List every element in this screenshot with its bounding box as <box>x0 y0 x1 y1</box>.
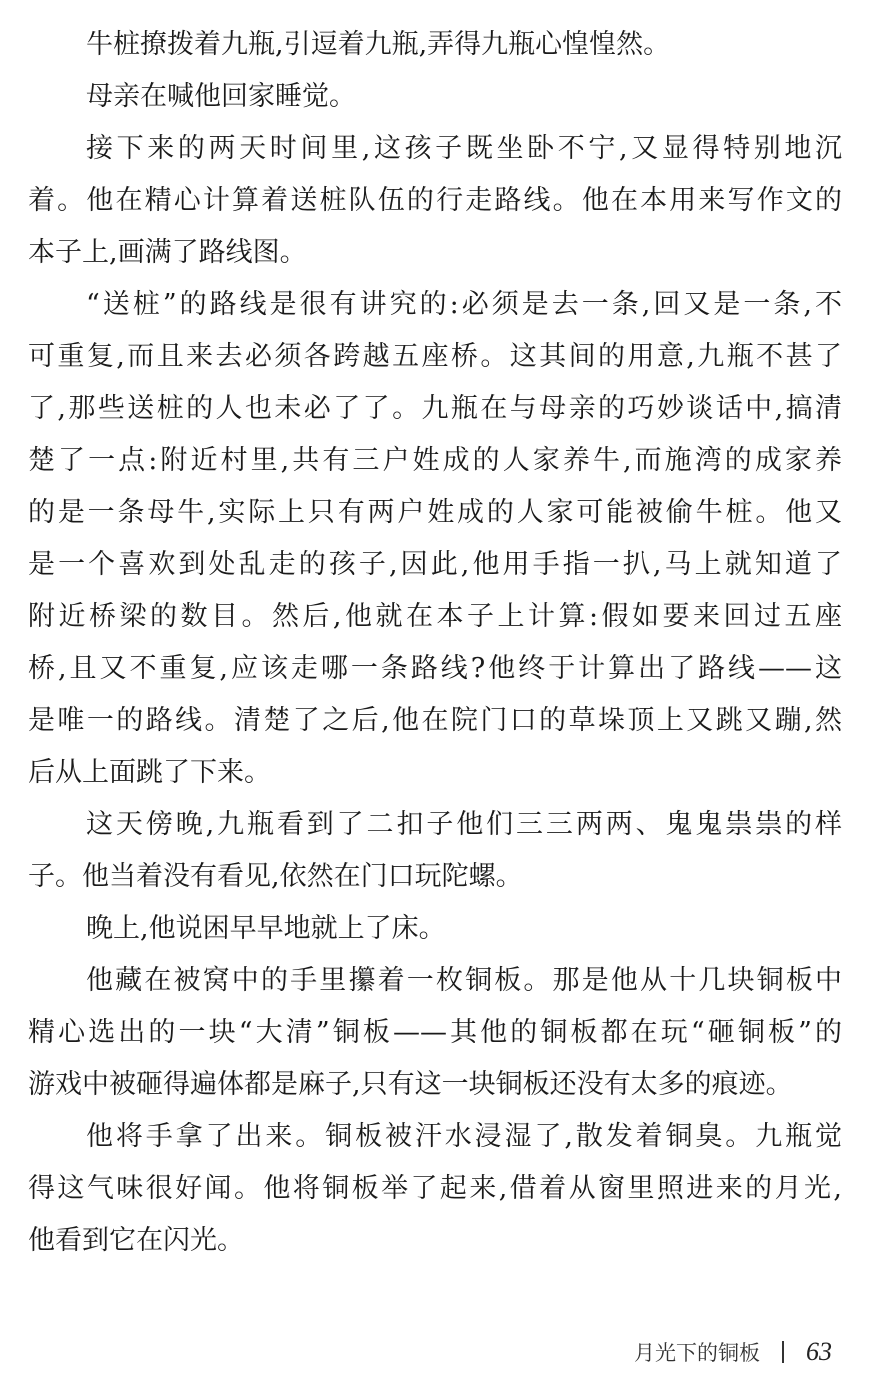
text-line: 游戏中被砸得遍体都是麻子,只有这一块铜板还没有太多的痕迹。 <box>28 1069 793 1100</box>
paragraph <box>28 123 842 279</box>
text-line: 本子上,画满了路线图。 <box>28 237 307 268</box>
text-line: “送桩”的路线是很有讲究的:必须是去一条,回又是一条,不 <box>86 289 842 320</box>
text-line: 的是一条母牛,实际上只有两户姓成的人家可能被偷牛桩。他又 <box>28 497 842 528</box>
text-line: 楚了一点:附近村里,共有三户姓成的人家养牛,而施湾的成家养 <box>28 445 842 476</box>
page-footer <box>634 1334 832 1370</box>
text-line: 桥,且又不重复,应该走哪一条路线?他终于计算出了路线——这 <box>28 653 842 684</box>
text-line: 着。他在精心计算着送桩队伍的行走路线。他在本用来写作文的 <box>28 185 842 216</box>
paragraph <box>28 799 842 903</box>
text-line: 他藏在被窝中的手里攥着一枚铜板。那是他从十几块铜板中 <box>86 965 842 996</box>
paragraph <box>28 71 842 123</box>
text-line: 晚上,他说困早早地就上了床。 <box>86 913 446 944</box>
body-text <box>28 19 842 1267</box>
text-line: 接下来的两天时间里,这孩子既坐卧不宁,又显得特别地沉 <box>86 133 842 164</box>
paragraph <box>28 19 842 71</box>
text-line: 后从上面跳了下来。 <box>28 757 271 788</box>
footer-divider <box>782 1341 784 1363</box>
text-line: 是唯一的路线。清楚了之后,他在院门口的草垛顶上又跳又蹦,然 <box>28 705 842 736</box>
text-line: 他将手拿了出来。铜板被汗水浸湿了,散发着铜臭。九瓶觉 <box>86 1121 842 1152</box>
text-line: 了,那些送桩的人也未必了了。九瓶在与母亲的巧妙谈话中,搞清 <box>28 393 842 424</box>
paragraph <box>28 903 842 955</box>
paragraph <box>28 955 842 1111</box>
paragraph <box>28 1111 842 1267</box>
running-title: 月光下的铜板 <box>634 1341 760 1365</box>
text-line: 精心选出的一块“大清”铜板——其他的铜板都在玩“砸铜板”的 <box>28 1017 842 1048</box>
text-line: 子。他当着没有看见,依然在门口玩陀螺。 <box>28 861 523 892</box>
text-line: 可重复,而且来去必须各跨越五座桥。这其间的用意,九瓶不甚了 <box>28 341 842 372</box>
text-line: 是一个喜欢到处乱走的孩子,因此,他用手指一扒,马上就知道了 <box>28 549 842 580</box>
text-line: 得这气味很好闻。他将铜板举了起来,借着从窗里照进来的月光, <box>28 1173 842 1204</box>
page-number: 63 <box>806 1337 832 1366</box>
text-line: 他看到它在闪光。 <box>28 1225 244 1256</box>
text-line: 母亲在喊他回家睡觉。 <box>86 81 356 112</box>
text-line: 附近桥梁的数目。然后,他就在本子上计算:假如要来回过五座 <box>28 601 842 632</box>
text-line: 这天傍晚,九瓶看到了二扣子他们三三两两、鬼鬼祟祟的样 <box>86 809 842 840</box>
text-line: 牛桩撩拨着九瓶,引逗着九瓶,弄得九瓶心惶惶然。 <box>86 29 671 60</box>
paragraph <box>28 279 842 799</box>
